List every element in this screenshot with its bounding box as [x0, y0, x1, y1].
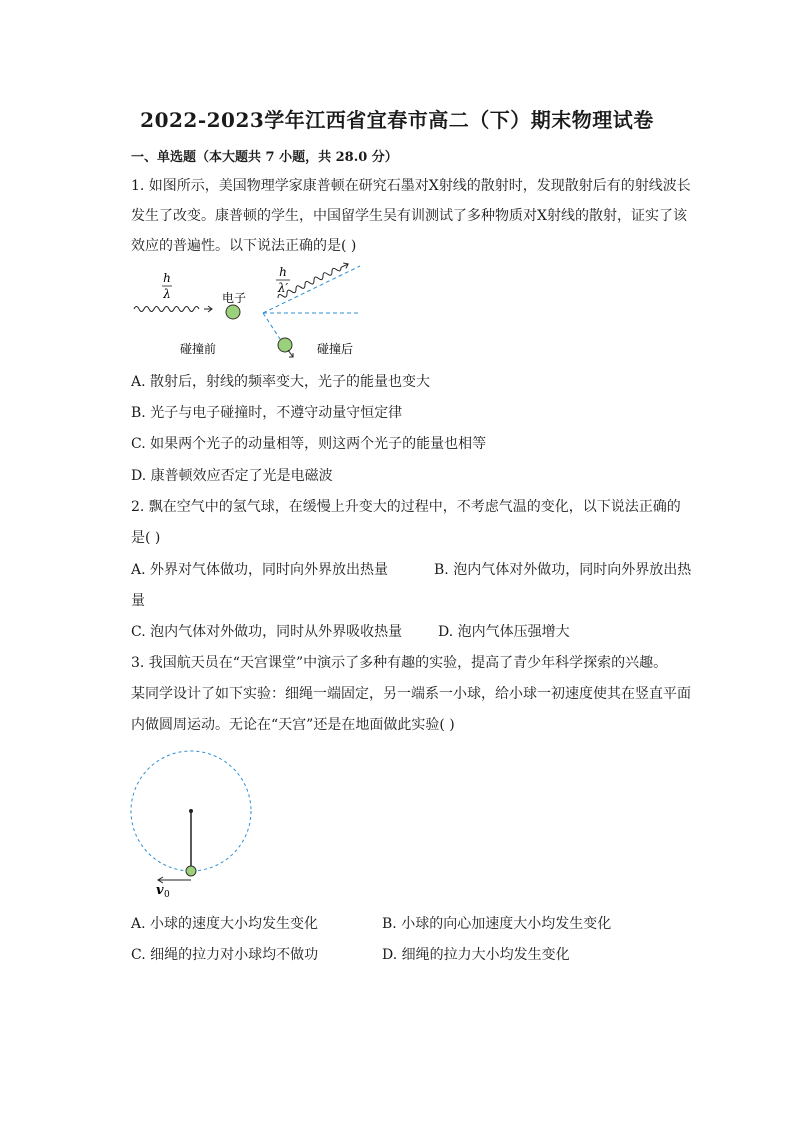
electron-ball-before [226, 305, 240, 319]
q2-option-b-continued[interactable]: 量 [131, 593, 145, 609]
q1-option-d[interactable]: D. 康普顿效应否定了光是电磁波 [131, 468, 333, 484]
recoil-electron-dashed-line [263, 313, 280, 339]
q1-option-a[interactable]: A. 散射后，射线的频率变大，光子的能量也变大 [131, 374, 431, 390]
circular-motion-figure [126, 748, 256, 900]
q3-option-a[interactable]: A. 小球的速度大小均发生变化 [131, 916, 319, 932]
q3-stem-line-1: 3. 我国航天员在“天宫课堂”中演示了多种有趣的实验，提高了青少年科学探索的兴趣。 [131, 655, 668, 671]
velocity-subscript: 0 [164, 890, 170, 900]
electron-ball-after [278, 338, 292, 352]
q2-option-c[interactable]: C. 泡内气体对外做功，同时从外界吸收热量 [131, 624, 403, 640]
q1-stem-line-2: 发生了改变。康普顿的学生，中国留学生吴有训测试了多种物质对X射线的散射，证实了该 [131, 208, 687, 224]
q2-option-d[interactable]: D. 泡内气体压强增大 [438, 624, 570, 640]
q1-option-c[interactable]: C. 如果两个光子的动量相等，则这两个光子的能量也相等 [131, 436, 487, 452]
q3-stem-line-3: 内做圆周运动。无论在“天宫”还是在地面做此实验( ) [131, 717, 455, 733]
recoil-electron-arrow [288, 350, 293, 357]
q3-option-c[interactable]: C. 细绳的拉力对小球均不做功 [131, 947, 319, 963]
caption-after-collision: 碰撞后 [316, 342, 354, 356]
after-momentum-numerator: h [279, 265, 287, 279]
incident-photon-arrow [204, 306, 212, 312]
q1-stem-line-3: 效应的普遍性。以下说法正确的是( ) [131, 238, 357, 254]
q3-option-d[interactable]: D. 细绳的拉力大小均发生变化 [382, 947, 570, 963]
q3-stem-line-2: 某同学设计了如下实验：细绳一端固定，另一端系一小球，给小球一初速度使其在竖直平面 [131, 686, 691, 702]
q1-option-b[interactable]: B. 光子与电子碰撞时，不遵守动量守恒定律 [131, 405, 403, 421]
q2-stem-line-2: 是( ) [131, 530, 161, 546]
incident-photon-wave [134, 307, 199, 312]
after-momentum-denominator: λ′ [277, 281, 289, 295]
q2-option-a[interactable]: A. 外界对气体做功，同时向外界放出热量 [131, 562, 389, 578]
small-ball [186, 866, 196, 876]
q2-stem-line-1: 2. 飘在空气中的氢气球，在缓慢上升变大的过程中，不考虑气温的变化，以下说法正确的 [131, 499, 681, 515]
caption-before-collision: 碰撞前 [179, 342, 217, 356]
electron-label: 电子 [221, 291, 247, 305]
q3-option-b[interactable]: B. 小球的向心加速度大小均发生变化 [382, 916, 612, 932]
q2-option-b[interactable]: B. 泡内气体对外做功，同时向外界放出热 [434, 562, 692, 578]
compton-scattering-figure [120, 262, 380, 362]
velocity-label: v [156, 883, 164, 898]
section-heading: 一、单选题（本大题共 7 小题，共 28.0 分） [131, 150, 398, 165]
before-momentum-numerator: h [163, 271, 171, 285]
page-title: 2022-2023学年江西省宜春市高二（下）期末物理试卷 [140, 108, 654, 132]
q1-stem-line-1: 1. 如图所示，美国物理学家康普顿在研究石墨对X射线的散射时，发现散射后有的射线波长 [131, 178, 691, 194]
before-momentum-denominator: λ [163, 287, 171, 301]
